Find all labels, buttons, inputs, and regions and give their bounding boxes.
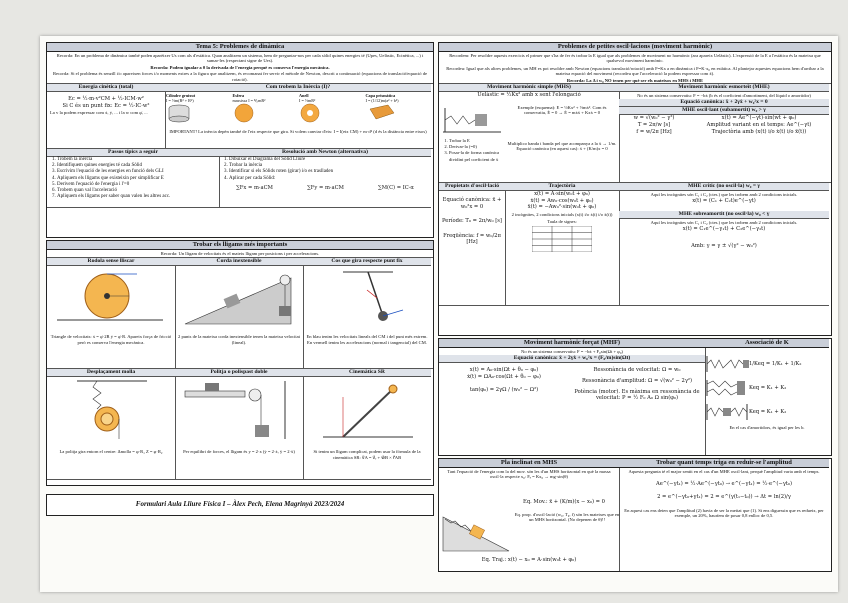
pla-eq-mov: Eq. Mov.: ẍ + (K/m)(x − x₀) = 0 xyxy=(523,499,605,505)
assoc-parallel-2: Keq = K₁ + K₂ xyxy=(749,408,787,415)
traj-ci: 2 incògnites, 2 condicions inicials (x(t) i/o ẋ(t) i/o ẍ(t)) xyxy=(511,211,613,217)
traj-signs: Taula de signes: xyxy=(547,219,577,225)
newton-1: 1. Dibuixar el Diagrama del Sòlid Lliure xyxy=(229,157,431,163)
recorda-3: Recorda: Si el problema és senzill i/o apareixen forces i/o moments extres a la figura que analitzem, és recomanat fer servir el mètode de Newton, descrit a continuació (equacions de translació/equació de rotació). xyxy=(52,71,428,82)
passos-subtitle: Passos típics a seguir xyxy=(47,149,219,157)
lligams-box xyxy=(46,240,434,486)
mhs-u: Uelàstic = ½Kx² amb x sent l'elongació xyxy=(477,92,581,99)
props-canonical: Equació canònica: ẍ + w₀²x = 0 xyxy=(442,197,502,210)
incline-spring-diagram xyxy=(441,499,511,553)
sr-cell xyxy=(303,369,431,480)
footer-title: Formulari Aula Lliure Física I – Àlex Pech, Elena Magrinyà 2023/2024 xyxy=(135,500,345,508)
molla-cell xyxy=(47,369,176,480)
mhe-w: w = √(w₀² − γ²) xyxy=(633,115,675,122)
pas-3: 3. Escrivim l'equació de les energies en funció dels GLI xyxy=(57,169,219,175)
oscillation-box xyxy=(438,42,832,336)
formula-sheet xyxy=(40,36,838,592)
pla-eq-traj: Eq. Traj.: x(t) − x₀ = A·sin(w₀t + φ₀) xyxy=(481,557,577,563)
gira-title: Cos que gira respecte punt fix xyxy=(303,258,431,266)
newton-subtitle: Resolució amb Newton (alternativa) xyxy=(219,149,431,157)
molla-text: La politja gira entorn el centre: Δmolla = φ·R₁ Z = φ·R₂ xyxy=(59,449,163,455)
temps-title: Trobar quant temps triga en reduir-se l'amplitud xyxy=(619,459,829,468)
mhe-sub: MHE oscil·lant (subamortit) w₀ > γ xyxy=(619,107,829,115)
sr-kinematics-diagram xyxy=(303,377,429,443)
mhe-T: T = 2π/w [s] xyxy=(637,122,671,129)
rolling-wheel-diagram xyxy=(47,266,173,328)
critic-title: MHE crític (no oscil·la) w₀ = γ xyxy=(619,183,829,191)
politja-text: Per equilibri de forces, el lligam és y = 2·x (ẏ = 2·ẋ, ÿ = 2·ẍ) xyxy=(183,449,295,455)
sr-title: Cinemàtica SR xyxy=(303,369,431,377)
inertia-cylinder: Cilindre gruixut I = ½m(R² + R²) xyxy=(165,92,232,128)
rodola-title: Rodola sense lliscar xyxy=(47,258,175,266)
double-pulley-diagram xyxy=(175,377,301,443)
rodola-text: Triangle de velocitats: ẋ = φ̇·2R ẏ = φ̇·R. Apareix força de fricció però es conserva l'energia mecànica. xyxy=(50,334,172,345)
incline-rope-diagram xyxy=(175,266,301,328)
pendulum-diagram xyxy=(303,266,429,328)
pas-7: 7. Apliquem els lligams per saber quan valen les altres acc. xyxy=(57,194,219,200)
plate-icon xyxy=(366,103,396,123)
newton-cell xyxy=(219,149,431,208)
critic-eq: x(t) = (C₁ + C₂t)e^(−γt) xyxy=(692,198,756,205)
mhs-note: Multiplico banda i banda pel que acompanya a la ẍ → 1/m. Equació canònica (en aquest cas): ẍ + (K/m)x = 0 xyxy=(507,141,617,152)
pas-6: 6. Trobem quan val l'acceleració xyxy=(57,188,219,194)
mhs-cell xyxy=(439,84,620,183)
ec-subtitle: Energia cinètica (total) xyxy=(47,84,165,92)
mhe-right xyxy=(689,115,829,135)
props-period: Període: T₀ = 2π/w₀ [s] xyxy=(442,218,502,225)
mhf-tan: tan(φ₀) = 2γΩ / (w₀² − Ω²) xyxy=(469,386,539,393)
newton-4: 4. Aplicar per cada Sòlid: xyxy=(229,176,431,182)
sobre-title: MHE sobreamortit (no oscil·la) w₀ < γ xyxy=(619,211,829,219)
mhf-cell xyxy=(439,339,706,456)
inertia-important: IMPORTANT! La inèrcia depèn també de l'eix respecte que gira. Si volem canviar d'eix: I = I(eix CM) + m·d² (d és la distància entre eixos) xyxy=(169,129,427,135)
inertia-subtitle: Com trobem la Inèrcia (I)? xyxy=(165,84,431,92)
series-springs-icon xyxy=(705,354,749,374)
ec-note: La v la podem expressar com ẋ, ẏ, ... i la w com φ̇, ... xyxy=(50,110,148,116)
footer-box xyxy=(46,494,434,516)
pas-4: 4. Apliquem els lligams que existeixin per simplificar E xyxy=(57,176,219,182)
traj-a: ẍ(t) = −Aw₀²·sin(w₀t + φ₀) xyxy=(527,204,597,211)
ec-formula: Ec = ½·m·v²CM + ½·ICM·w² xyxy=(68,96,144,103)
assoc-series: 1/Keq = 1/K₁ + 1/K₂ xyxy=(749,360,802,367)
ring-icon xyxy=(299,103,321,123)
parallel-springs-icon xyxy=(705,378,749,398)
mhf-traj xyxy=(439,367,569,401)
pas-2: 2. Identifiquem quines energies té cada Sòlid xyxy=(57,163,219,169)
traj-cell xyxy=(505,183,620,306)
passos-cell xyxy=(47,149,220,208)
mhe-cell xyxy=(619,84,829,183)
temps-text: Aquesta pregunta té el major sentit en el cas d'un MHE oscil·lant, perquè l'amplitud varia amb el temps. xyxy=(628,469,820,474)
newton-eqs xyxy=(219,185,431,192)
newton-2: 2. Trobar la inèrcia xyxy=(229,163,431,169)
recorda-1: Recorda: En un problema de dinàmica també poden aparèixer Us com als d'estàtica. Quan analitzem un sistema, hem de preguntar-nos per cada sòlid quines energies té (Upes, Uelàstic, Ecinètica, ...) i sumar-les (respectant signe de Ues). xyxy=(56,53,424,64)
mhs-step-2: 2. Derivar-la (=0) xyxy=(449,144,513,150)
mhe-formulas xyxy=(619,115,689,135)
pla-eq-prop: Eq. prop. d'oscil·lació (w₀, T₀, f) són les mateixes que en un MHS horitzontal. (No depenen de θ)!! xyxy=(514,512,620,523)
mhe-traj: Trajectòria amb (x(t) i/o ẋ(t) i/o ẍ(t)) xyxy=(711,128,807,135)
mhe-x: x(t) = Ae^(−γt)·sin(wt + φ₀) xyxy=(721,115,797,122)
mhf-eq: Equació canònica: ẍ + 2γẋ + w₀²x = (F₀/m)sin(Ωt) xyxy=(439,355,705,363)
inertia-plate: Capa prismàtica I = (1/12)m(a² + b²) xyxy=(365,92,432,128)
recordem: Recordem: Per resoldre aquests exercicis el primer que s'ha de fer és trobar la E igual que als problemes de moviment no harmònic (ara apareix Uelàstic). L'expressió de la E a l'estàtica és la mateixa que qualsevol moviment harmònic. xyxy=(449,53,821,64)
mhs-step-1: 1. Trobar la E xyxy=(449,138,513,144)
bottom-right-box xyxy=(438,458,832,572)
spring-pulley-diagram xyxy=(47,377,173,443)
pla-cell xyxy=(439,459,620,572)
mhf-res-vel: Ressonància de velocitat: Ω = w₀ xyxy=(593,367,681,374)
mhf-text: No és un sistema conservatiu: F = −bẋ + F₀sin(Ωt + φ₀) xyxy=(521,349,623,354)
politja-cell xyxy=(175,369,304,480)
temps-eq-1: Ae^(−γt₁) = ½·Ae^(−γt₀) → e^(−γt₁) = ½·e^(−γt₀) xyxy=(655,481,793,488)
pas-5: 5. Derivem l'equació de l'energia i l'=0 xyxy=(57,182,219,188)
newton-eq-x: ∑Fx = m·aCM xyxy=(236,184,273,191)
mhf-power: Potència (motor). Es màxima en ressonància de velocitat: P = ½ F₀ A₀ Ω sin(φ₀) xyxy=(574,388,700,402)
pla-text: Tant l'equació de l'energia com la del mov. són les d'un MHS horitzontal en què la massa oscil·la respecte x₀: Fₑ = Kx₀ → mg·sin(θ) xyxy=(447,469,611,480)
signs-table xyxy=(532,226,592,252)
pla-title: Pla inclinat en MHS xyxy=(439,459,619,468)
props-freq: Freqüència: f = w₀/2π [Hz] xyxy=(443,232,501,246)
oscillation-title: Problemes de petites oscil·lacions (moviment harmònic) xyxy=(439,43,831,52)
assoc-cell xyxy=(705,339,829,456)
temps-note: En aquest cas ens deien que l'amplitud (2) havia de ser la meitat que (1). Si ens diguessin que es redueix, per exemple, un 20%, hauríem de posar 0,8 enlloc de 0,5. xyxy=(624,507,824,518)
sr-text: Si tenim un lligam complicat, podem usar la fórmula de la cinemàtica SR: v⃗A = v⃗ᵣ + w⃗B × r⃗AB xyxy=(313,449,421,460)
inertia-sphere: Esfera massissa I = ⅖mR² xyxy=(232,92,299,128)
recorda-2: Recorda: Podem igualar a 0 la derivada de l'energia perquè es conserva l'energia mecànica. xyxy=(150,64,330,70)
newton-eq-m: ∑M(C) = IC·α xyxy=(378,184,414,191)
ec-fix: Si C és un punt fix: Ec = ½·IC·w² xyxy=(62,102,150,109)
dynamics-title: Tema 5: Problemes de dinàmica xyxy=(47,43,433,52)
temps-eq-2: 2 = e^(−γt₀+γt₁) = 2 = e^(γ(t₁−t₀)) → Δt = ln(2)/γ xyxy=(657,494,791,500)
inertia-cell xyxy=(165,84,431,149)
mhs-step-3: 3. Posar-la de forma canònica dividint pel coeficient de ẍ xyxy=(449,150,513,162)
gira-cell xyxy=(303,258,431,369)
mhe-title: Moviment harmònic esmorteït (MHE) xyxy=(619,84,829,92)
mhf-box xyxy=(438,338,832,456)
props-title: Propietats d'oscil·lació xyxy=(439,183,505,191)
traj-title: Trajectòria xyxy=(505,183,619,191)
traj-v: ẋ(t) = Aw₀·cos(w₀t + φ₀) xyxy=(530,197,594,204)
assoc-note: En el cas d'amortidors, és igual per les b. xyxy=(729,425,805,430)
corda-cell xyxy=(175,258,304,369)
mhf-title: Moviment harmònic forçat (MHF) xyxy=(439,339,705,348)
mhs-example: Exemple (esquema): E = ½Kx² + ½mẋ². Com és conservatiu, Ė = 0 → Ė = mẋẍ + Kxẋ = 0 xyxy=(517,105,607,116)
mhf-res xyxy=(569,367,705,401)
sobre-text: Aquí les incògnites són C₁ i C₂ (ctes.) que les trobem amb 2 condicions inicials. xyxy=(650,220,798,226)
mhe-eq: Equació canònica: ẍ + 2γẋ + w₀²x = 0 xyxy=(619,99,829,107)
lligams-recorda: Recorda: Un lligam de velocitats és el mateix lligam per posicions i per acceleracions. xyxy=(160,251,320,256)
molla-title: Desplaçament molla xyxy=(47,369,175,377)
critic-text: Aquí les incògnites són C₁ i C₂ (ctes.) que les trobem amb 2 condicions inicials. xyxy=(650,192,798,198)
mhs-title: Moviment harmònic simple (MHS) xyxy=(439,84,619,92)
traj-x: x(t) = A·sin(w₀t + φ₀) xyxy=(534,191,590,198)
props-cell xyxy=(439,183,506,306)
recordeu: Recordeu: Igual que als altres problemes, un MH es pot resoldre amb Newton (equacions translació/rotació) amb F=Kx a en dinàmica i F=K·x₀ en estàtica. Al plantejar aquestes equacions hem d'arribar a la mateixa equació del moviment (recordeu que l'acceleració la podem expressar com ẍ). xyxy=(446,65,824,77)
passos-list xyxy=(47,157,219,200)
mhe-text: No és un sistema conservatiu: F = −bẋ (b és el coeficient d'amortiment, del líquid o amortidor) xyxy=(637,93,811,99)
rodola-cell xyxy=(47,258,176,369)
corda-text: 2 punts de la mateixa corda inextensible tenen la mateixa velocitat (lineal). xyxy=(178,334,300,345)
assoc-title: Associació de K xyxy=(705,339,829,348)
corda-title: Corda inextensible xyxy=(175,258,303,266)
sobre-amb: Amb: γ = γ ± √(γ² − w₀²) xyxy=(691,243,757,250)
opposed-springs-icon xyxy=(705,402,749,422)
temps-cell xyxy=(619,459,829,572)
inertia-shapes xyxy=(165,92,431,128)
mhf-traj-v: ẋ(t) = ΩA₀·cos(Ωt + θ₀ − φ₀) xyxy=(467,374,541,380)
mhe-f: f = w/2π [Hz] xyxy=(636,128,672,135)
assoc-parallel-1: Keq = K₁ + K₂ xyxy=(749,384,787,391)
mhs-spring-icon xyxy=(443,106,503,134)
mhe-amp: Amplitud variant en el temps: Ae^(−γt) xyxy=(706,122,812,129)
gira-text: En blau tenim les velocitats lineals del CM i del punt més extrem. En vermell tenim les acceleracions (normal i tangencial) del CM. xyxy=(306,334,428,345)
cylinder-icon xyxy=(166,103,192,123)
dynamics-box xyxy=(46,42,434,238)
newton-3: 3. Identificar si els Sòlids roten (girar) i/o es traslladen xyxy=(229,169,431,175)
inertia-ring: Anell I = ½mR² xyxy=(298,92,365,128)
mhs-steps xyxy=(439,138,513,163)
lligams-title: Trobar els lligams més importants xyxy=(47,241,433,250)
ec-cell xyxy=(47,84,166,149)
recorda-mh: Recorda: La Δ i w₀ NO tenen per què ser els mateixos en MHS i MHE xyxy=(566,77,704,83)
sphere-icon xyxy=(233,103,255,123)
mhf-traj-x: x(t) = A₀·sin(Ωt + θ₀ − φ₀) xyxy=(469,367,539,374)
mhf-res-amp: Ressonància d'amplitud: Ω = √(w₀² − 2γ²) xyxy=(581,378,693,384)
pas-1: 1. Trobem la inèrcia xyxy=(57,157,219,163)
newton-eq-y: ∑Fy = m·aCM xyxy=(307,184,344,191)
sobre-eq: x(t) = C₁e^(−γ₁t) + C₂e^(−γ₂t) xyxy=(682,226,766,233)
critic-cell xyxy=(619,183,829,306)
newton-list xyxy=(219,157,431,182)
politja-title: Politja o polispast doble xyxy=(175,369,303,377)
